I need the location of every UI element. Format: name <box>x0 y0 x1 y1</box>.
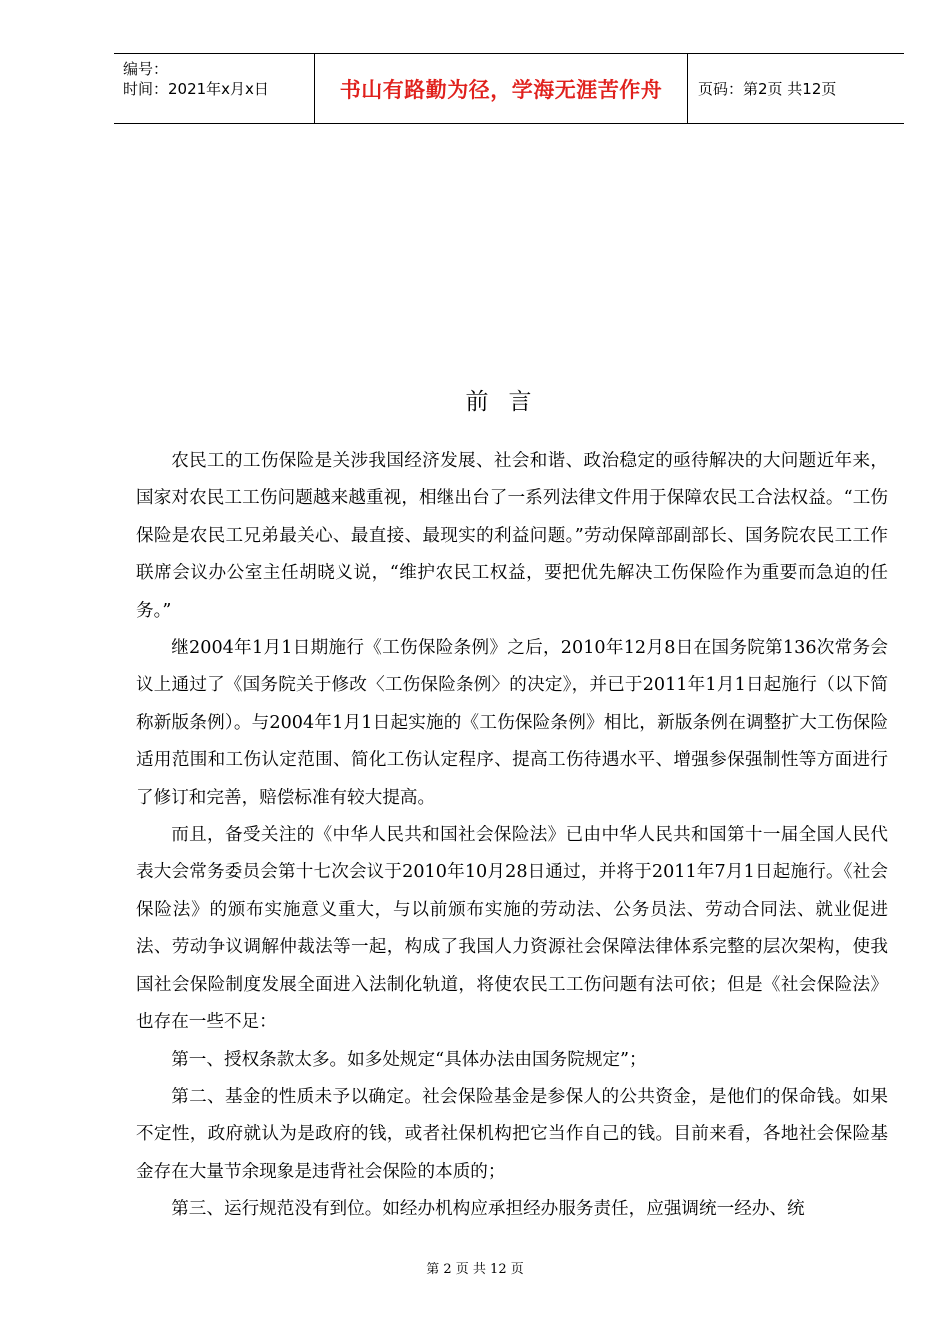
header-motto: 书山有路勤为径，学海无涯苦作舟 <box>339 77 663 102</box>
document-title: 前言 <box>465 389 552 415</box>
body-paragraph: 第二、基金的性质未予以确定。社会保险基金是参保人的公共资金，是他们的保命钱。如果不定性，政府就认为是政府的钱，或者社保机构把它当作自己的钱。目前来看，各地社会保险基金存在大量节余现象是违背社会保险的本质的； <box>136 1086 888 1182</box>
body-paragraph: 农民工的工伤保险是关涉我国经济发展、社会和谐、政治稳定的亟待解决的大问题近年来，国家对农民工工伤问题越来越重视，相继出台了一系列法律文件用于保障农民工合法权益。“工伤保险是农民工兄弟最关心、最直接、最现实的利益问题。”劳动保障部副部长、国务院农民工工作联席会议办公室主任胡晓义说，“维护农民工权益，要把优先解决工伤保险作为重要而急迫的任务。” <box>136 451 888 621</box>
header-page-cell <box>688 54 904 123</box>
page-footer: 第 2 页 共 12 页 <box>426 1262 524 1277</box>
body-paragraph: 第三、运行规范没有到位。如经办机构应承担经办服务责任，应强调统一经办、统 <box>171 1199 805 1220</box>
body-paragraph: 第一、授权条款太多。如多处规定“具体办法由国务院规定”； <box>171 1049 647 1070</box>
body-paragraph: 继2004年1月1日期施行《工伤保险条例》之后，2010年12月8日在国务院第136次常务会议上通过了《国务院关于修改〈工伤保险条例〉的决定》，并已于2011年1月1日起施行（以下简称新版条例）。与2004年1月1日起实施的《工伤保险条例》相比，新版条例在调整扩大工伤保险适用范围和工伤认定范围、简化工伤认定程序、提高工伤待遇水平、增强参保强制性等方面进行了修订和完善，赔偿标准有较大提高。 <box>136 638 888 808</box>
header-motto-cell <box>315 54 688 123</box>
page-header <box>114 53 904 124</box>
header-page-number: 页码：第2页 共12页 <box>698 80 837 98</box>
document-number-label: 编号： <box>123 60 169 78</box>
body-paragraph: 而且，备受关注的《中华人民共和国社会保险法》已由中华人民共和国第十一届全国人民代表大会常务委员会第十七次会议于2010年10月28日通过，并将于2011年7月1日起施行。《社会保险法》的颁布实施意义重大，与以前颁布实施的劳动法、公务员法、劳动合同法、就业促进法、劳动争议调解仲裁法等一起，构成了我国人力资源社会保障法律体系完整的层次架构，使我国社会保险制度发展全面进入法制化轨道，将使农民工工伤问题有法可依；但是《社会保险法》也存在一些不足： <box>136 825 888 1033</box>
header-info-cell <box>114 54 315 123</box>
document-body <box>136 443 888 1229</box>
document-time-label: 时间：2021年x月x日 <box>123 80 269 98</box>
